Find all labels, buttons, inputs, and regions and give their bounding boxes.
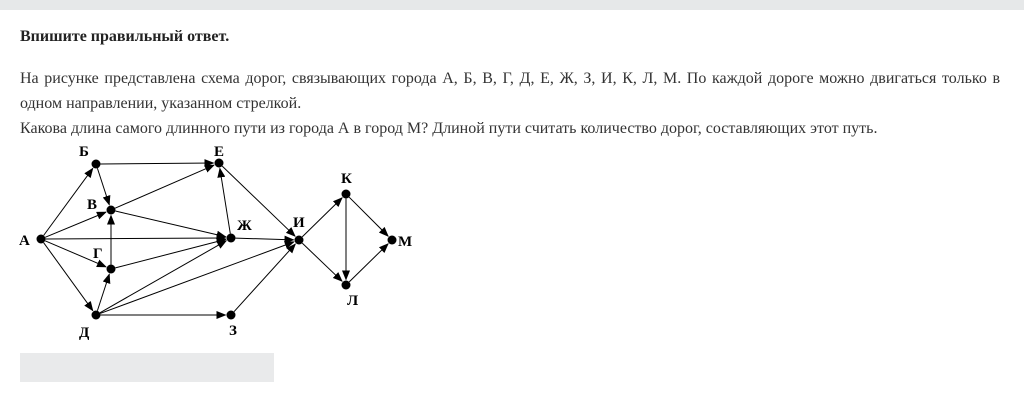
city-node-i bbox=[295, 236, 304, 245]
city-node-b bbox=[92, 160, 101, 169]
road-b-e bbox=[100, 163, 213, 164]
city-label-d: Д bbox=[79, 325, 90, 341]
road-k-m bbox=[349, 197, 388, 236]
road-g-zh bbox=[115, 239, 225, 267]
city-node-zh bbox=[227, 234, 236, 243]
road-a-v bbox=[45, 212, 106, 237]
city-node-l bbox=[342, 281, 351, 290]
instruction-heading: Впишите правильный ответ. bbox=[20, 28, 230, 45]
road-zh-e bbox=[220, 168, 230, 233]
city-label-m: М bbox=[398, 234, 413, 250]
answer-input[interactable] bbox=[20, 353, 274, 382]
road-v-e bbox=[115, 165, 214, 208]
road-a-d bbox=[44, 243, 93, 311]
city-label-l: Л bbox=[347, 293, 359, 309]
road-d-g bbox=[97, 274, 109, 310]
city-label-a: А bbox=[19, 233, 30, 249]
city-label-i: И bbox=[293, 215, 305, 231]
city-label-zh: Ж bbox=[237, 218, 252, 234]
road-l-m bbox=[349, 244, 388, 282]
city-node-a bbox=[37, 235, 46, 244]
road-a-zh bbox=[45, 238, 225, 239]
road-v-zh bbox=[115, 211, 225, 237]
city-label-z: З bbox=[229, 323, 237, 339]
road-b-v bbox=[97, 168, 109, 204]
road-e-i bbox=[222, 166, 295, 236]
city-label-v: В bbox=[87, 197, 98, 213]
task-paragraph-2: Какова длина самого длинного пути из города А в город М? Длиной пути считать количество дорог, составляющих этот путь. bbox=[20, 120, 878, 137]
city-label-e: Е bbox=[214, 144, 225, 160]
city-label-b: Б bbox=[79, 144, 89, 160]
city-node-m bbox=[388, 236, 397, 245]
city-node-d bbox=[92, 311, 101, 320]
city-node-k bbox=[342, 190, 351, 199]
city-node-z bbox=[227, 311, 236, 320]
city-label-k: К bbox=[341, 171, 352, 187]
road-z-i bbox=[234, 244, 295, 312]
city-node-v bbox=[107, 206, 116, 215]
task-paragraph-1: На рисунке представлена схема дорог, связывающих города А, Б, В, Г, Д, Е, Ж, З, И, К, Л, М. По каждой дороге можно двигаться только в одном направлении, указанном стрелкой. bbox=[20, 70, 1000, 112]
road-zh-i bbox=[235, 238, 293, 240]
road-i-l bbox=[302, 243, 342, 281]
road-i-k bbox=[302, 198, 342, 237]
city-label-g: Г bbox=[93, 246, 103, 262]
city-node-g bbox=[107, 265, 116, 274]
road-d-zh bbox=[100, 241, 226, 313]
road-a-b bbox=[44, 168, 93, 235]
